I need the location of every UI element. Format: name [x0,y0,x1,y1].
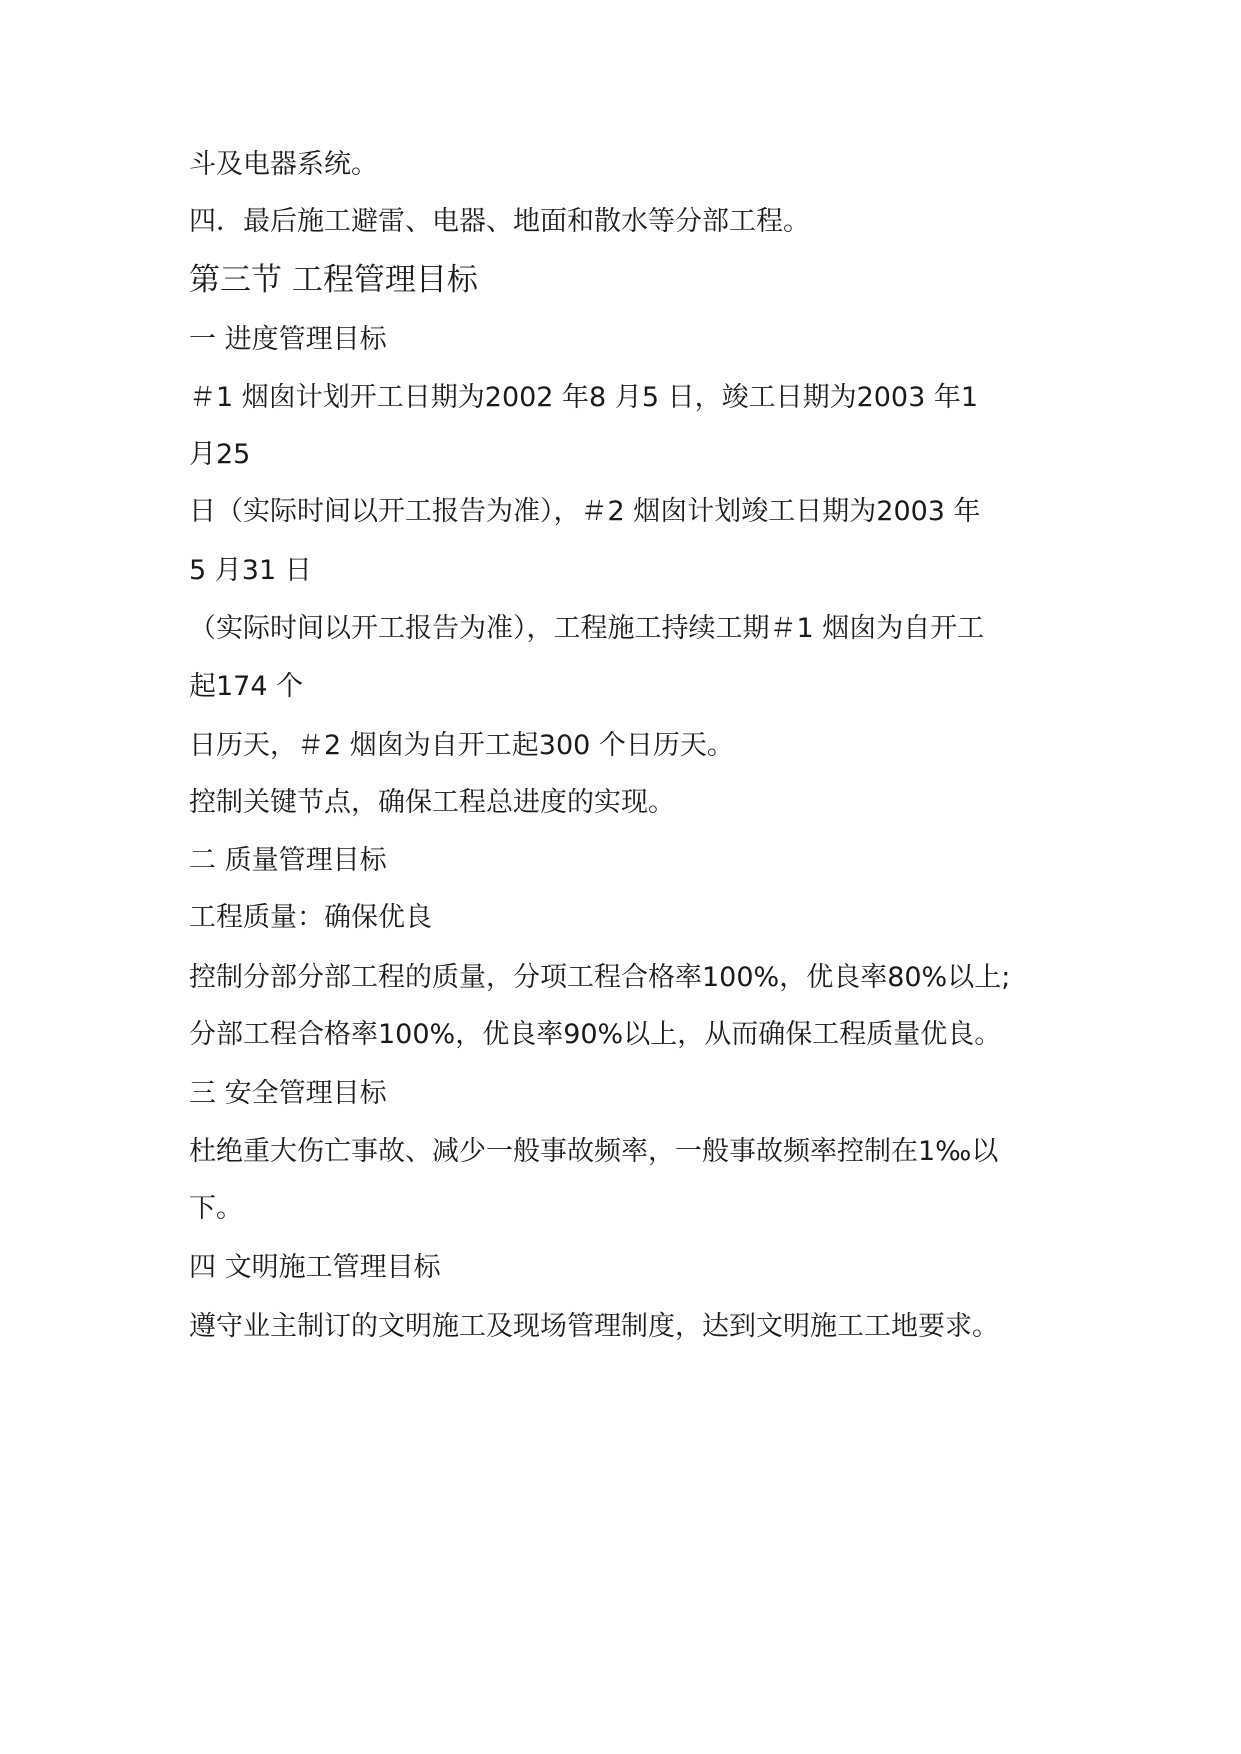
body-text-line: （实际时间以开工报告为准），工程施工持续工期＃1 烟囱为自开工 [189,613,985,644]
subsection-heading: 四 文明施工管理目标 [189,1252,441,1283]
body-text-line: 日历天，＃2 烟囱为自开工起300 个日历天。 [189,730,734,761]
body-text-line: 控制关键节点，确保工程总进度的实现。 [189,787,675,818]
subsection-heading: 三 安全管理目标 [189,1078,387,1109]
body-text-line: 月25 [189,439,251,470]
subsection-heading: 二 质量管理目标 [189,845,387,876]
section-heading: 第三节 工程管理目标 [189,262,478,298]
body-text-line: 斗及电器系统。 [189,149,378,180]
body-text-line: 杜绝重大伤亡事故、减少一般事故频率，一般事故频率控制在1‰以 [189,1136,999,1167]
subsection-heading: 一 进度管理目标 [189,324,387,355]
body-text-line: 下。 [189,1193,243,1224]
body-text-line: 工程质量：确保优良 [189,902,432,933]
list-item-line: 四．最后施工避雷、电器、地面和散水等分部工程。 [189,206,810,237]
body-text-line: 分部工程合格率100%，优良率90%以上，从而确保工程质量优良。 [189,1019,1002,1050]
body-text-line: 遵守业主制订的文明施工及现场管理制度，达到文明施工工地要求。 [189,1311,999,1342]
body-text-line: 起174 个 [189,671,304,702]
body-text-line: ＃1 烟囱计划开工日期为2002 年8 月5 日，竣工日期为2003 年1 [189,382,979,413]
body-text-line: 日（实际时间以开工报告为准），＃2 烟囱计划竣工日期为2003 年 [189,496,981,527]
body-text-line: 5 月31 日 [189,555,312,586]
body-text-line: 控制分部分部工程的质量，分项工程合格率100%，优良率80%以上; [189,962,1011,993]
